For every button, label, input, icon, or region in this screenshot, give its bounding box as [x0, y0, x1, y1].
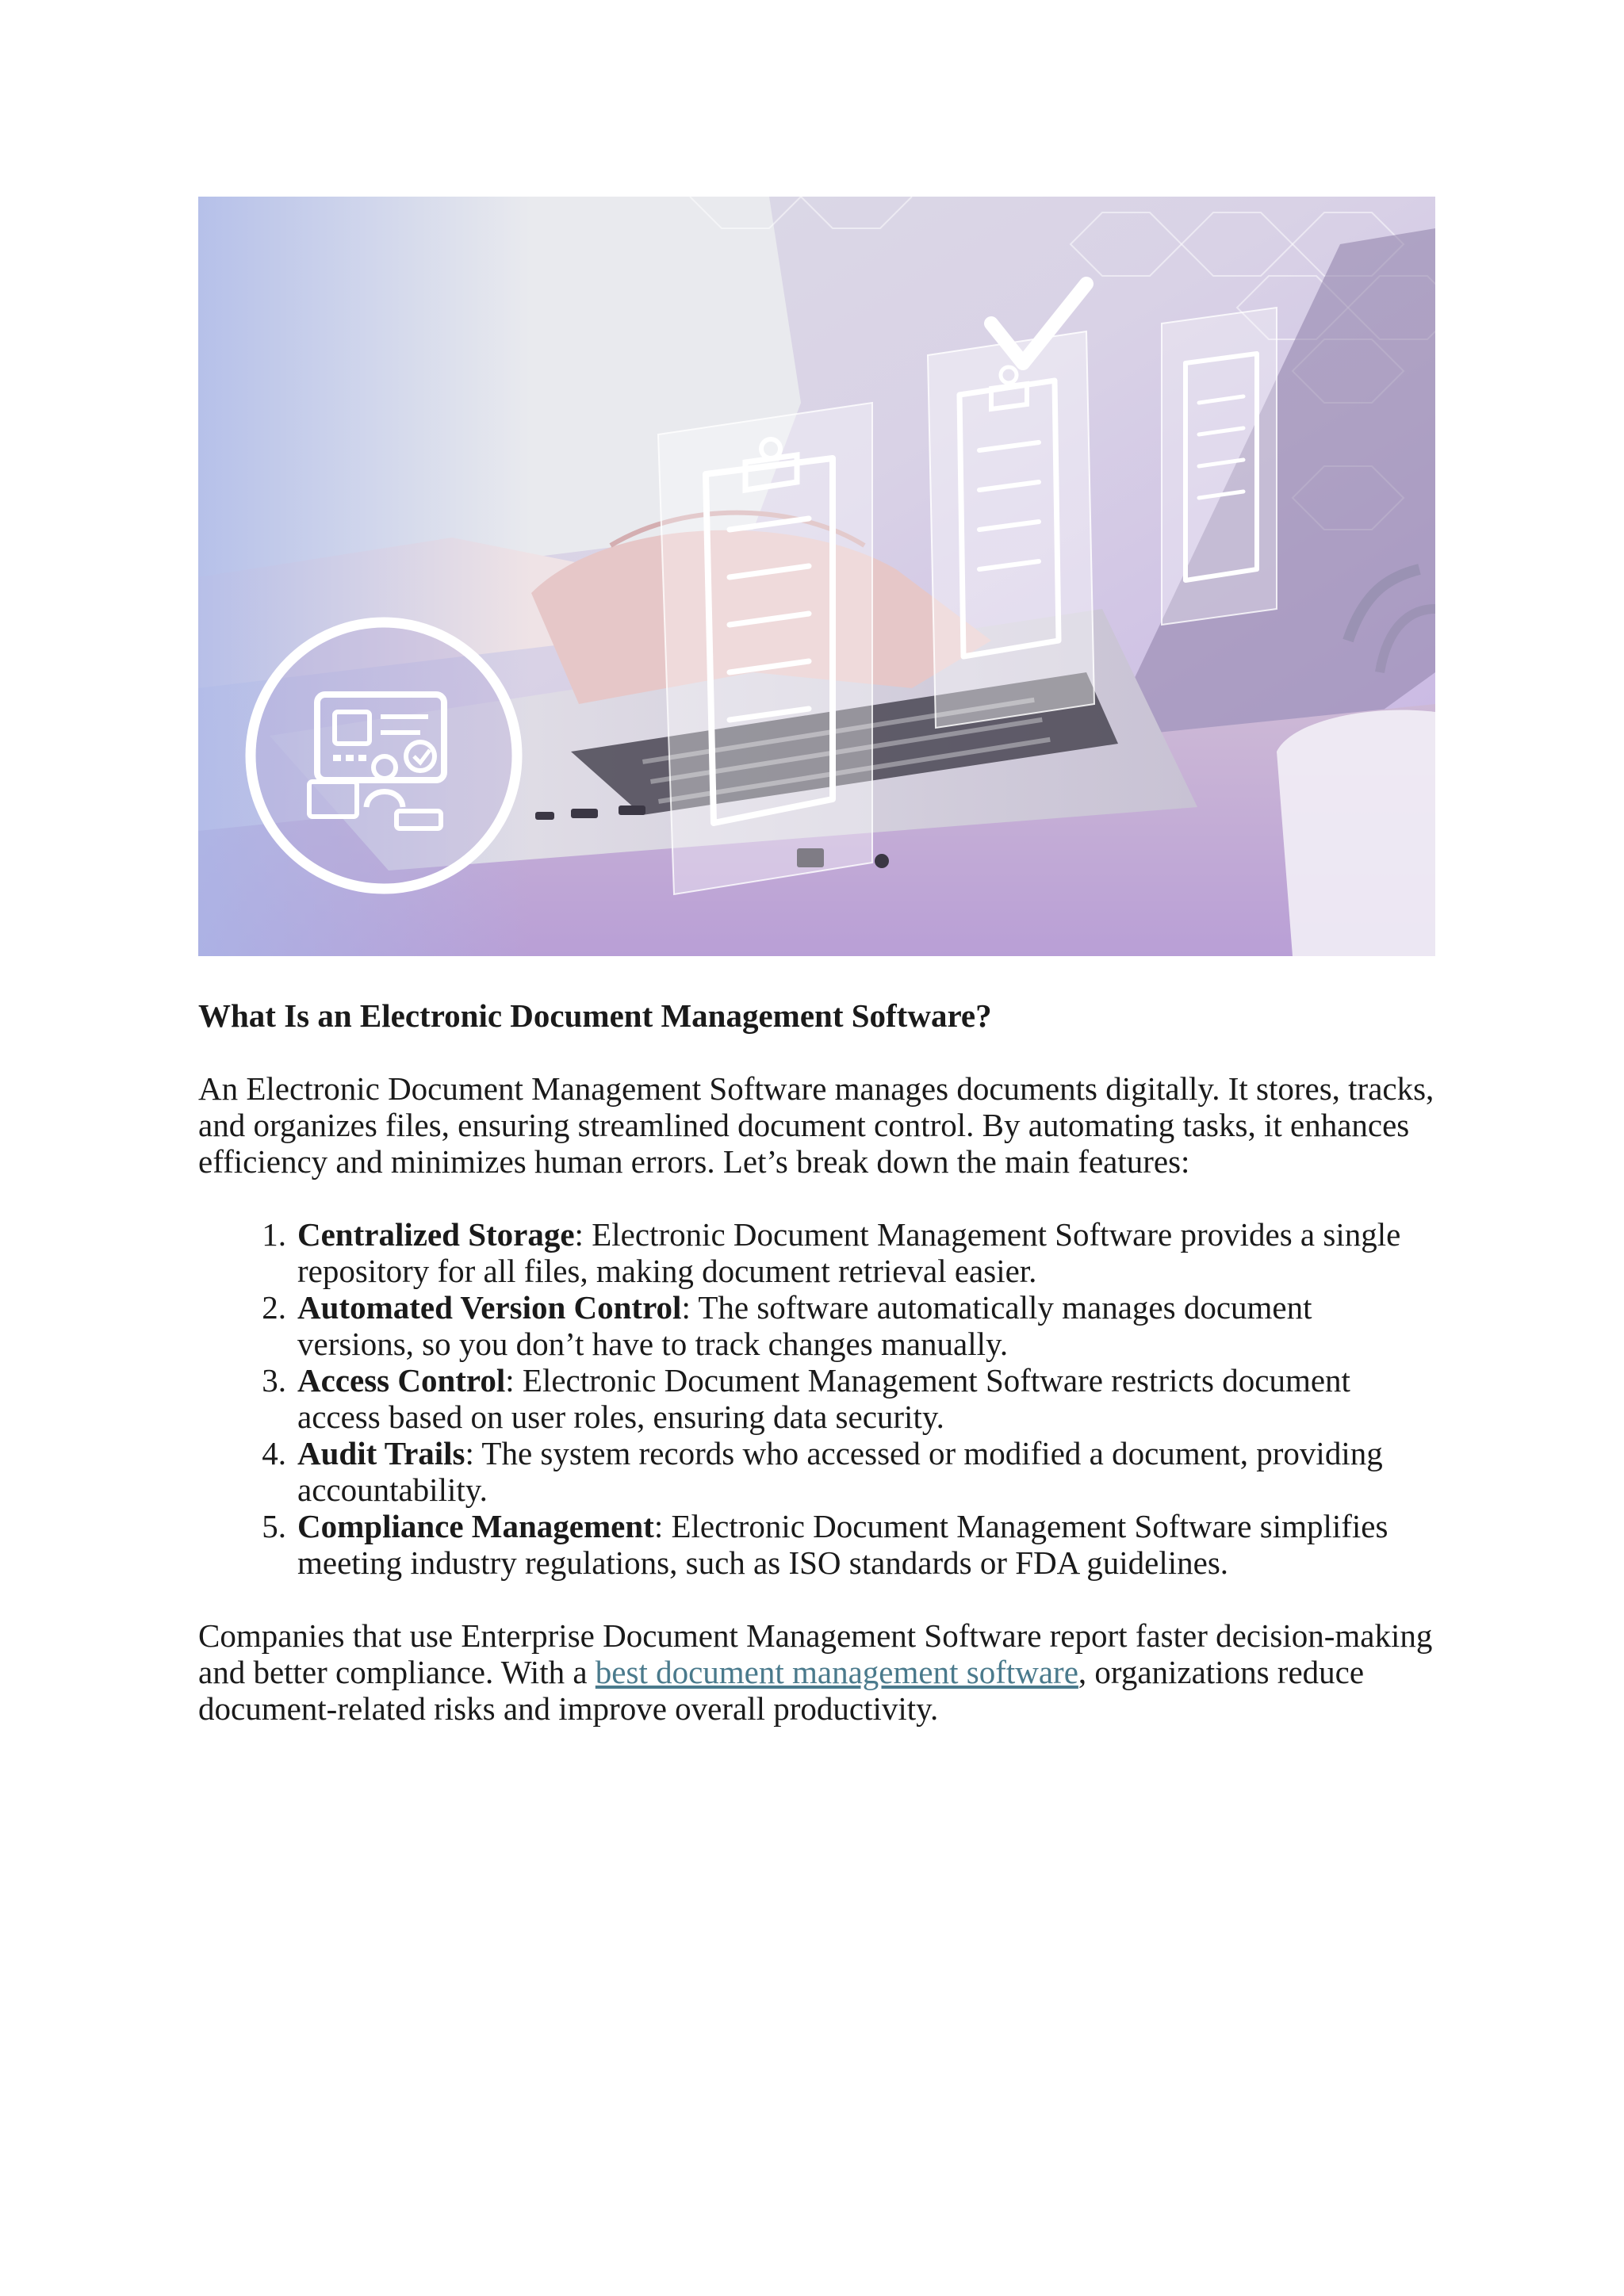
intro-paragraph: An Electronic Document Management Software manages documents digitally. It stores, tracks, and organizes files, ensuring streamlined document control. By automating tasks, it enhances efficiency and minimizes human errors. Let’s break down the main features: — [198, 1070, 1434, 1180]
list-number: 3. — [262, 1362, 286, 1399]
feature-term: Access Control — [297, 1362, 506, 1399]
section-heading: What Is an Electronic Document Management Software? — [198, 997, 992, 1034]
closing-paragraph — [198, 1617, 1435, 1727]
feature-term: Compliance Management — [297, 1508, 654, 1544]
closing-text-before-link: Companies that use Enterprise Document Management Software report faster decision-making and better compliance. With a — [198, 1617, 1433, 1690]
document-management-icon — [251, 622, 517, 889]
feature-description: : Electronic Document Management Software simplifies meeting industry regulations, such as ISO standards or FDA guidelines. — [297, 1508, 1388, 1581]
feature-description: : The software automatically manages document versions, so you don’t have to track changes manually. — [297, 1289, 1312, 1362]
list-item — [198, 1362, 1435, 1435]
feature-description: : Electronic Document Management Software restricts document access based on user roles, ensuring data security. — [297, 1362, 1350, 1435]
feature-term: Audit Trails — [297, 1435, 465, 1471]
list-number: 4. — [262, 1435, 286, 1471]
feature-list — [198, 1216, 1435, 1581]
list-number: 5. — [262, 1508, 286, 1544]
best-dms-link[interactable]: best document management software — [595, 1654, 1078, 1690]
list-item — [198, 1289, 1435, 1362]
hero-image — [198, 197, 1435, 956]
article — [198, 997, 1435, 1763]
list-number: 1. — [262, 1216, 286, 1253]
list-item — [198, 1508, 1435, 1581]
feature-term: Centralized Storage — [297, 1216, 575, 1253]
feature-term: Automated Version Control — [297, 1289, 682, 1326]
list-number: 2. — [262, 1289, 286, 1326]
closing-text-after-link: , organizations reduce document-related risks and improve overall productivity. — [198, 1654, 1365, 1727]
feature-description: : Electronic Document Management Software provides a single repository for all files, making document retrieval easier. — [297, 1216, 1401, 1289]
list-item — [198, 1435, 1435, 1508]
feature-description: : The system records who accessed or modified a document, providing accountability. — [297, 1435, 1383, 1508]
list-item — [198, 1216, 1435, 1289]
